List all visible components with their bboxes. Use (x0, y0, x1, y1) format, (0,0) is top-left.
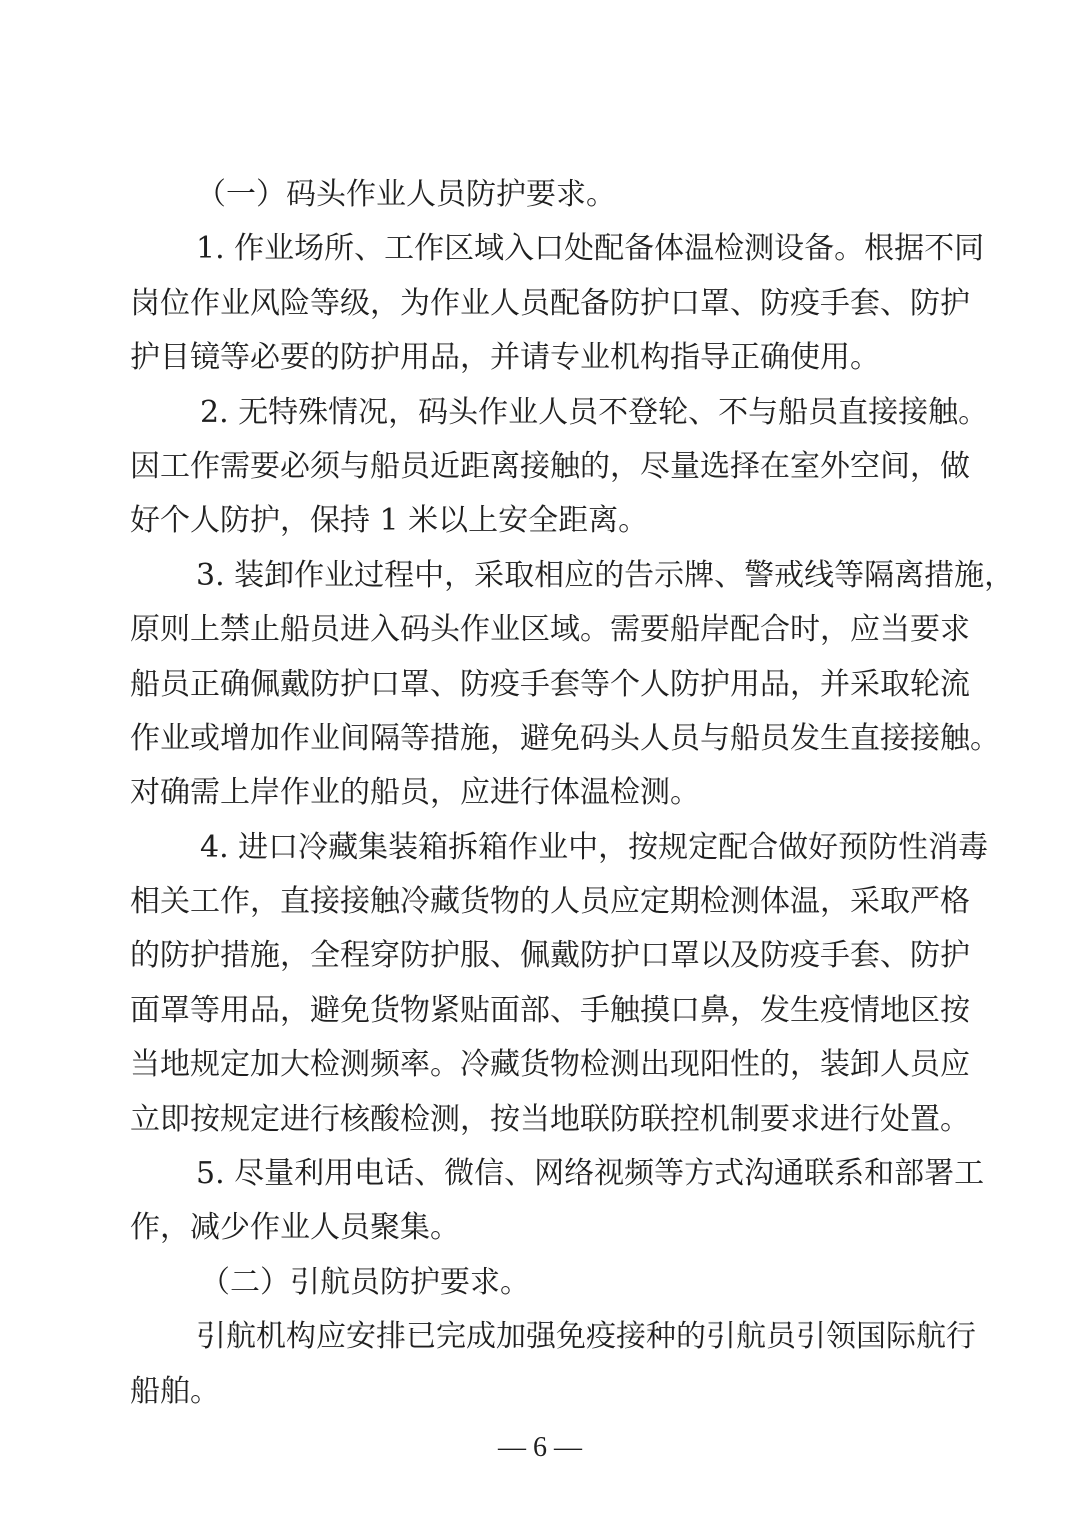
paragraph-line: 因工作需要必须与船员近距离接触的，尽量选择在室外空间，做 (130, 448, 970, 484)
paragraph-line: 船舶。 (130, 1373, 220, 1409)
paragraph-line: 5. 尽量利用电话、微信、网络视频等方式沟通联系和部署工 (196, 1156, 985, 1192)
paragraph-line: 好个人防护，保持 1 米以上安全距离。 (130, 503, 649, 539)
paragraph-line: 1. 作业场所、工作区域入口处配备体温检测设备。根据不同 (196, 231, 985, 267)
paragraph-line: 当地规定加大检测频率。冷藏货物检测出现阳性的，装卸人员应 (130, 1047, 970, 1083)
paragraph-line: 立即按规定进行核酸检测，按当地联防联控机制要求进行处置。 (130, 1101, 970, 1137)
section-heading-2: （二）引航员防护要求。 (200, 1264, 530, 1300)
paragraph-item-5 (130, 1147, 985, 1256)
paragraph-line: 3. 装卸作业过程中，采取相应的告示牌、警戒线等隔离措施， (196, 557, 1015, 593)
paragraph-line: 4. 进口冷藏集装箱拆箱作业中，按规定配合做好预防性消毒 (200, 829, 989, 865)
paragraph-line: 对确需上岸作业的船员，应进行体温检测。 (130, 775, 700, 811)
paragraph-line: 2. 无特殊情况，码头作业人员不登轮、不与船员直接接触。 (200, 394, 989, 430)
paragraph-line: 引航机构应安排已完成加强免疫接种的引航员引领国际航行 (196, 1319, 976, 1355)
paragraph-line: 船员正确佩戴防护口罩、防疫手套等个人防护用品，并采取轮流 (130, 666, 970, 702)
section-heading-1: （一）码头作业人员防护要求。 (196, 177, 616, 212)
paragraph-line: 岗位作业风险等级，为作业人员配备防护口罩、防疫手套、防护 (130, 285, 970, 321)
paragraph-line: 护目镜等必要的防护用品，并请专业机构指导正确使用。 (130, 340, 880, 376)
paragraph-line: 相关工作，直接接触冷藏货物的人员应定期检测体温，采取严格 (130, 884, 970, 920)
paragraph-item-4 (130, 821, 989, 1147)
document-body (130, 168, 1015, 1419)
paragraph-line: 面罩等用品，避免货物紧贴面部、手触摸口鼻，发生疫情地区按 (130, 992, 970, 1028)
paragraph-item-pilot (130, 1310, 976, 1419)
paragraph-line: 作业或增加作业间隔等措施，避免码头人员与船员发生直接接触。 (130, 720, 1000, 756)
paragraph-item-3 (130, 549, 1015, 821)
page-number: — 6 — (498, 1432, 582, 1463)
paragraph-item-2 (130, 386, 989, 549)
paragraph-line: 的防护措施，全程穿防护服、佩戴防护口罩以及防疫手套、防护 (130, 938, 970, 974)
paragraph-line: 作，减少作业人员聚集。 (130, 1210, 460, 1246)
paragraph-item-1 (130, 222, 985, 385)
paragraph-line: 原则上禁止船员进入码头作业区域。需要船岸配合时，应当要求 (130, 612, 970, 648)
